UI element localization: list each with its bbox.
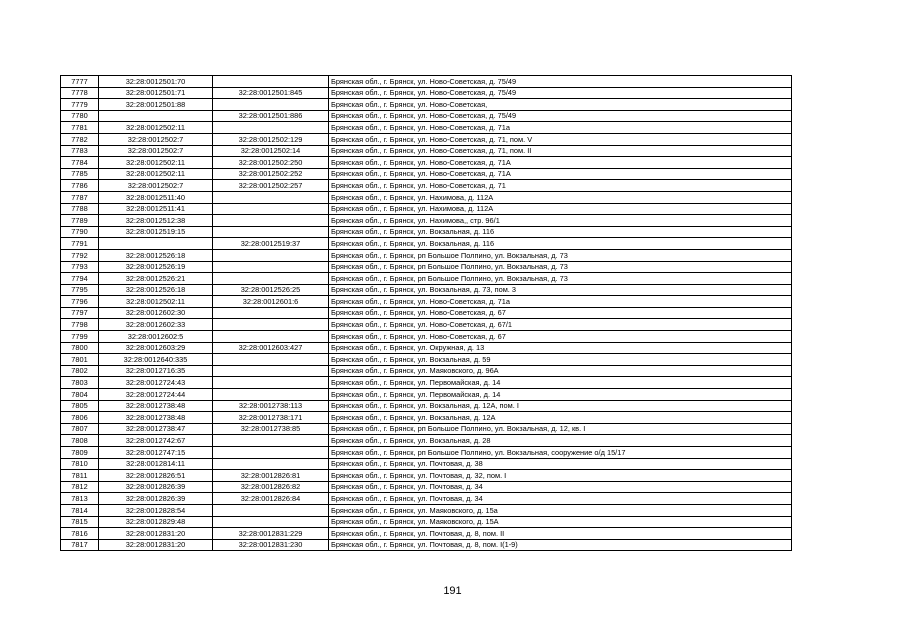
building-cadastral-number-cell: 32:28:0012738:85 <box>213 423 329 435</box>
land-cadastral-number-cell: 32:28:0012502:11 <box>99 157 213 169</box>
address-cell: Брянская обл., г. Брянск, ул. Вокзальная, д. 59 <box>329 354 792 366</box>
table-row <box>61 215 792 227</box>
table-row <box>61 157 792 169</box>
land-cadastral-number-cell: 32:28:0012502:7 <box>99 180 213 192</box>
table-row <box>61 261 792 273</box>
building-cadastral-number-cell <box>213 377 329 389</box>
address-cell: Брянская обл., г. Брянск, ул. Почтовая, д. 34 <box>329 481 792 493</box>
row-number-cell: 7795 <box>61 284 99 296</box>
land-cadastral-number-cell: 32:28:0012602:33 <box>99 319 213 331</box>
table-row <box>61 273 792 285</box>
address-cell: Брянская обл., г. Брянск, ул. Почтовая, д. 8, пом. I(1-9) <box>329 539 792 551</box>
building-cadastral-number-cell <box>213 99 329 111</box>
table-row <box>61 296 792 308</box>
land-cadastral-number-cell: 32:28:0012602:30 <box>99 307 213 319</box>
row-number-cell: 7798 <box>61 319 99 331</box>
building-cadastral-number-cell <box>213 516 329 528</box>
address-cell: Брянская обл., г. Брянск, ул. Почтовая, д. 38 <box>329 458 792 470</box>
address-cell: Брянская обл., г. Брянск, ул. Ново-Советская, д. 75/49 <box>329 87 792 99</box>
address-cell: Брянская обл., г. Брянск, ул. Ново-Советская, д. 67 <box>329 307 792 319</box>
land-cadastral-number-cell: 32:28:0012724:43 <box>99 377 213 389</box>
row-number-cell: 7778 <box>61 87 99 99</box>
row-number-cell: 7811 <box>61 470 99 482</box>
building-cadastral-number-cell: 32:28:0012738:113 <box>213 400 329 412</box>
address-cell: Брянская обл., г. Брянск, ул. Первомайская, д. 14 <box>329 377 792 389</box>
land-cadastral-number-cell: 32:28:0012526:18 <box>99 249 213 261</box>
building-cadastral-number-cell <box>213 226 329 238</box>
address-cell: Брянская обл., г. Брянск, ул. Нахимова, д. 112А <box>329 203 792 215</box>
land-cadastral-number-cell: 32:28:0012826:39 <box>99 481 213 493</box>
row-number-cell: 7816 <box>61 528 99 540</box>
table-row <box>61 284 792 296</box>
land-cadastral-number-cell: 32:28:0012511:40 <box>99 191 213 203</box>
address-cell: Брянская обл., г. Брянск, ул. Почтовая, д. 8, пом. II <box>329 528 792 540</box>
address-cell: Брянская обл., г. Брянск, ул. Маяковского, д. 15А <box>329 516 792 528</box>
address-cell: Брянская обл., г. Брянск, рп Большое Полпино, ул. Вокзальная, сооружение о/д 15/17 <box>329 447 792 459</box>
address-cell: Брянская обл., г. Брянск, ул. Ново-Советская, д. 71А <box>329 157 792 169</box>
building-cadastral-number-cell: 32:28:0012502:250 <box>213 157 329 169</box>
row-number-cell: 7812 <box>61 481 99 493</box>
table-row <box>61 191 792 203</box>
building-cadastral-number-cell: 32:28:0012502:252 <box>213 168 329 180</box>
table-row <box>61 342 792 354</box>
row-number-cell: 7785 <box>61 168 99 180</box>
building-cadastral-number-cell <box>213 504 329 516</box>
land-cadastral-number-cell: 32:28:0012716:35 <box>99 365 213 377</box>
building-cadastral-number-cell <box>213 389 329 401</box>
address-cell: Брянская обл., г. Брянск, ул. Ново-Советская, д. 71а <box>329 122 792 134</box>
row-number-cell: 7781 <box>61 122 99 134</box>
address-cell: Брянская обл., г. Брянск, ул. Маяковского, д. 15а <box>329 504 792 516</box>
land-cadastral-number-cell <box>99 110 213 122</box>
row-number-cell: 7801 <box>61 354 99 366</box>
table-row <box>61 400 792 412</box>
address-cell: Брянская обл., г. Брянск, ул. Ново-Советская, д. 71, пом. V <box>329 133 792 145</box>
building-cadastral-number-cell: 32:28:0012502:257 <box>213 180 329 192</box>
table-row <box>61 504 792 516</box>
building-cadastral-number-cell: 32:28:0012501:845 <box>213 87 329 99</box>
table-row <box>61 87 792 99</box>
row-number-cell: 7789 <box>61 215 99 227</box>
land-cadastral-number-cell: 32:28:0012526:19 <box>99 261 213 273</box>
table-row <box>61 470 792 482</box>
address-cell: Брянская обл., г. Брянск, рп Большое Полпино, ул. Вокзальная, д. 73 <box>329 249 792 261</box>
land-cadastral-number-cell: 32:28:0012526:18 <box>99 284 213 296</box>
building-cadastral-number-cell <box>213 354 329 366</box>
land-cadastral-number-cell: 32:28:0012511:41 <box>99 203 213 215</box>
table-row <box>61 528 792 540</box>
row-number-cell: 7784 <box>61 157 99 169</box>
table-row <box>61 226 792 238</box>
table-row <box>61 423 792 435</box>
row-number-cell: 7799 <box>61 331 99 343</box>
row-number-cell: 7803 <box>61 377 99 389</box>
table-row <box>61 122 792 134</box>
building-cadastral-number-cell <box>213 273 329 285</box>
building-cadastral-number-cell <box>213 215 329 227</box>
land-cadastral-number-cell: 32:28:0012501:88 <box>99 99 213 111</box>
land-cadastral-number-cell: 32:28:0012828:54 <box>99 504 213 516</box>
table-row <box>61 238 792 250</box>
address-cell: Брянская обл., г. Брянск, ул. Почтовая, д. 32, пом. I <box>329 470 792 482</box>
building-cadastral-number-cell <box>213 203 329 215</box>
row-number-cell: 7783 <box>61 145 99 157</box>
building-cadastral-number-cell <box>213 191 329 203</box>
building-cadastral-number-cell <box>213 365 329 377</box>
row-number-cell: 7791 <box>61 238 99 250</box>
row-number-cell: 7780 <box>61 110 99 122</box>
land-cadastral-number-cell: 32:28:0012502:11 <box>99 168 213 180</box>
building-cadastral-number-cell: 32:28:0012502:14 <box>213 145 329 157</box>
row-number-cell: 7793 <box>61 261 99 273</box>
land-cadastral-number-cell: 32:28:0012814:11 <box>99 458 213 470</box>
table-row <box>61 447 792 459</box>
registry-table <box>60 75 792 551</box>
row-number-cell: 7815 <box>61 516 99 528</box>
address-cell: Брянская обл., г. Брянск, ул. Ново-Советская, д. 71А <box>329 168 792 180</box>
building-cadastral-number-cell: 32:28:0012526:25 <box>213 284 329 296</box>
building-cadastral-number-cell <box>213 458 329 470</box>
address-cell: Брянская обл., г. Брянск, ул. Вокзальная, д. 12А, пом. I <box>329 400 792 412</box>
row-number-cell: 7797 <box>61 307 99 319</box>
table-row <box>61 249 792 261</box>
address-cell: Брянская обл., г. Брянск, ул. Первомайская, д. 14 <box>329 389 792 401</box>
table-row <box>61 76 792 88</box>
land-cadastral-number-cell: 32:28:0012502:7 <box>99 133 213 145</box>
building-cadastral-number-cell <box>213 307 329 319</box>
address-cell: Брянская обл., г. Брянск, ул. Ново-Советская, д. 67/1 <box>329 319 792 331</box>
table-row <box>61 331 792 343</box>
table-row <box>61 203 792 215</box>
land-cadastral-number-cell: 32:28:0012512:38 <box>99 215 213 227</box>
land-cadastral-number-cell: 32:28:0012738:48 <box>99 412 213 424</box>
row-number-cell: 7804 <box>61 389 99 401</box>
address-cell: Брянская обл., г. Брянск, ул. Ново-Советская, д. 71 <box>329 180 792 192</box>
building-cadastral-number-cell <box>213 249 329 261</box>
address-cell: Брянская обл., г. Брянск, рп Большое Полпино, ул. Вокзальная, д. 73 <box>329 273 792 285</box>
table-row <box>61 377 792 389</box>
row-number-cell: 7810 <box>61 458 99 470</box>
land-cadastral-number-cell: 32:28:0012502:11 <box>99 122 213 134</box>
building-cadastral-number-cell <box>213 261 329 273</box>
table-row <box>61 307 792 319</box>
row-number-cell: 7805 <box>61 400 99 412</box>
building-cadastral-number-cell: 32:28:0012826:82 <box>213 481 329 493</box>
row-number-cell: 7779 <box>61 99 99 111</box>
address-cell: Брянская обл., г. Брянск, ул. Ново-Советская, <box>329 99 792 111</box>
building-cadastral-number-cell <box>213 331 329 343</box>
address-cell: Брянская обл., г. Брянск, ул. Ново-Советская, д. 75/49 <box>329 76 792 88</box>
building-cadastral-number-cell: 32:28:0012831:229 <box>213 528 329 540</box>
table-row <box>61 110 792 122</box>
land-cadastral-number-cell: 32:28:0012526:21 <box>99 273 213 285</box>
address-cell: Брянская обл., г. Брянск, ул. Нахимова,, стр. 96/1 <box>329 215 792 227</box>
building-cadastral-number-cell: 32:28:0012603:427 <box>213 342 329 354</box>
address-cell: Брянская обл., г. Брянск, ул. Вокзальная, д. 116 <box>329 226 792 238</box>
address-cell: Брянская обл., г. Брянск, ул. Ново-Советская, д. 71, пом. II <box>329 145 792 157</box>
table-row <box>61 133 792 145</box>
land-cadastral-number-cell: 32:28:0012501:71 <box>99 87 213 99</box>
land-cadastral-number-cell: 32:28:0012826:39 <box>99 493 213 505</box>
building-cadastral-number-cell: 32:28:0012502:129 <box>213 133 329 145</box>
land-cadastral-number-cell: 32:28:0012519:15 <box>99 226 213 238</box>
table-row <box>61 435 792 447</box>
building-cadastral-number-cell: 32:28:0012519:37 <box>213 238 329 250</box>
table-row <box>61 539 792 551</box>
row-number-cell: 7800 <box>61 342 99 354</box>
address-cell: Брянская обл., г. Брянск, ул. Окружная, д. 13 <box>329 342 792 354</box>
table-row <box>61 389 792 401</box>
building-cadastral-number-cell: 32:28:0012831:230 <box>213 539 329 551</box>
address-cell: Брянская обл., г. Брянск, ул. Вокзальная, д. 116 <box>329 238 792 250</box>
row-number-cell: 7808 <box>61 435 99 447</box>
address-cell: Брянская обл., г. Брянск, ул. Почтовая, д. 34 <box>329 493 792 505</box>
address-cell: Брянская обл., г. Брянск, ул. Вокзальная, д. 73, пом. 3 <box>329 284 792 296</box>
table-row <box>61 168 792 180</box>
land-cadastral-number-cell: 32:28:0012831:20 <box>99 539 213 551</box>
row-number-cell: 7802 <box>61 365 99 377</box>
land-cadastral-number-cell: 32:28:0012640:335 <box>99 354 213 366</box>
land-cadastral-number-cell: 32:28:0012831:20 <box>99 528 213 540</box>
table-row <box>61 412 792 424</box>
row-number-cell: 7806 <box>61 412 99 424</box>
table-row <box>61 493 792 505</box>
address-cell: Брянская обл., г. Брянск, ул. Ново-Советская, д. 67 <box>329 331 792 343</box>
row-number-cell: 7787 <box>61 191 99 203</box>
land-cadastral-number-cell: 32:28:0012829:48 <box>99 516 213 528</box>
row-number-cell: 7813 <box>61 493 99 505</box>
row-number-cell: 7814 <box>61 504 99 516</box>
address-cell: Брянская обл., г. Брянск, ул. Ново-Советская, д. 71а <box>329 296 792 308</box>
registry-table-body <box>61 76 792 551</box>
address-cell: Брянская обл., г. Брянск, ул. Маяковского, д. 96А <box>329 365 792 377</box>
address-cell: Брянская обл., г. Брянск, рп Большое Полпино, ул. Вокзальная, д. 73 <box>329 261 792 273</box>
building-cadastral-number-cell: 32:28:0012601:6 <box>213 296 329 308</box>
table-row <box>61 354 792 366</box>
building-cadastral-number-cell: 32:28:0012738:171 <box>213 412 329 424</box>
land-cadastral-number-cell: 32:28:0012747:15 <box>99 447 213 459</box>
land-cadastral-number-cell: 32:28:0012501:70 <box>99 76 213 88</box>
land-cadastral-number-cell: 32:28:0012724:44 <box>99 389 213 401</box>
land-cadastral-number-cell: 32:28:0012602:5 <box>99 331 213 343</box>
row-number-cell: 7807 <box>61 423 99 435</box>
building-cadastral-number-cell <box>213 122 329 134</box>
table-row <box>61 145 792 157</box>
building-cadastral-number-cell: 32:28:0012826:81 <box>213 470 329 482</box>
address-cell: Брянская обл., г. Брянск, ул. Нахимова, д. 112А <box>329 191 792 203</box>
row-number-cell: 7817 <box>61 539 99 551</box>
row-number-cell: 7792 <box>61 249 99 261</box>
land-cadastral-number-cell: 32:28:0012502:11 <box>99 296 213 308</box>
row-number-cell: 7786 <box>61 180 99 192</box>
building-cadastral-number-cell <box>213 319 329 331</box>
land-cadastral-number-cell: 32:28:0012738:47 <box>99 423 213 435</box>
row-number-cell: 7809 <box>61 447 99 459</box>
land-cadastral-number-cell: 32:28:0012603:29 <box>99 342 213 354</box>
row-number-cell: 7794 <box>61 273 99 285</box>
page-number: 191 <box>443 585 462 597</box>
land-cadastral-number-cell: 32:28:0012742:67 <box>99 435 213 447</box>
building-cadastral-number-cell <box>213 76 329 88</box>
land-cadastral-number-cell: 32:28:0012502:7 <box>99 145 213 157</box>
land-cadastral-number-cell: 32:28:0012826:51 <box>99 470 213 482</box>
building-cadastral-number-cell <box>213 447 329 459</box>
address-cell: Брянская обл., г. Брянск, рп Большое Полпино, ул. Вокзальная, д. 12, кв. I <box>329 423 792 435</box>
table-row <box>61 481 792 493</box>
address-cell: Брянская обл., г. Брянск, ул. Ново-Советская, д. 75/49 <box>329 110 792 122</box>
building-cadastral-number-cell: 32:28:0012826:84 <box>213 493 329 505</box>
table-row <box>61 458 792 470</box>
land-cadastral-number-cell: 32:28:0012738:48 <box>99 400 213 412</box>
building-cadastral-number-cell: 32:28:0012501:886 <box>213 110 329 122</box>
address-cell: Брянская обл., г. Брянск, ул. Вокзальная, д. 28 <box>329 435 792 447</box>
building-cadastral-number-cell <box>213 435 329 447</box>
address-cell: Брянская обл., г. Брянск, ул. Вокзальная, д. 12А <box>329 412 792 424</box>
table-row <box>61 319 792 331</box>
table-row <box>61 365 792 377</box>
table-row <box>61 516 792 528</box>
row-number-cell: 7777 <box>61 76 99 88</box>
table-row <box>61 180 792 192</box>
row-number-cell: 7788 <box>61 203 99 215</box>
row-number-cell: 7790 <box>61 226 99 238</box>
land-cadastral-number-cell <box>99 238 213 250</box>
table-row <box>61 99 792 111</box>
row-number-cell: 7782 <box>61 133 99 145</box>
row-number-cell: 7796 <box>61 296 99 308</box>
